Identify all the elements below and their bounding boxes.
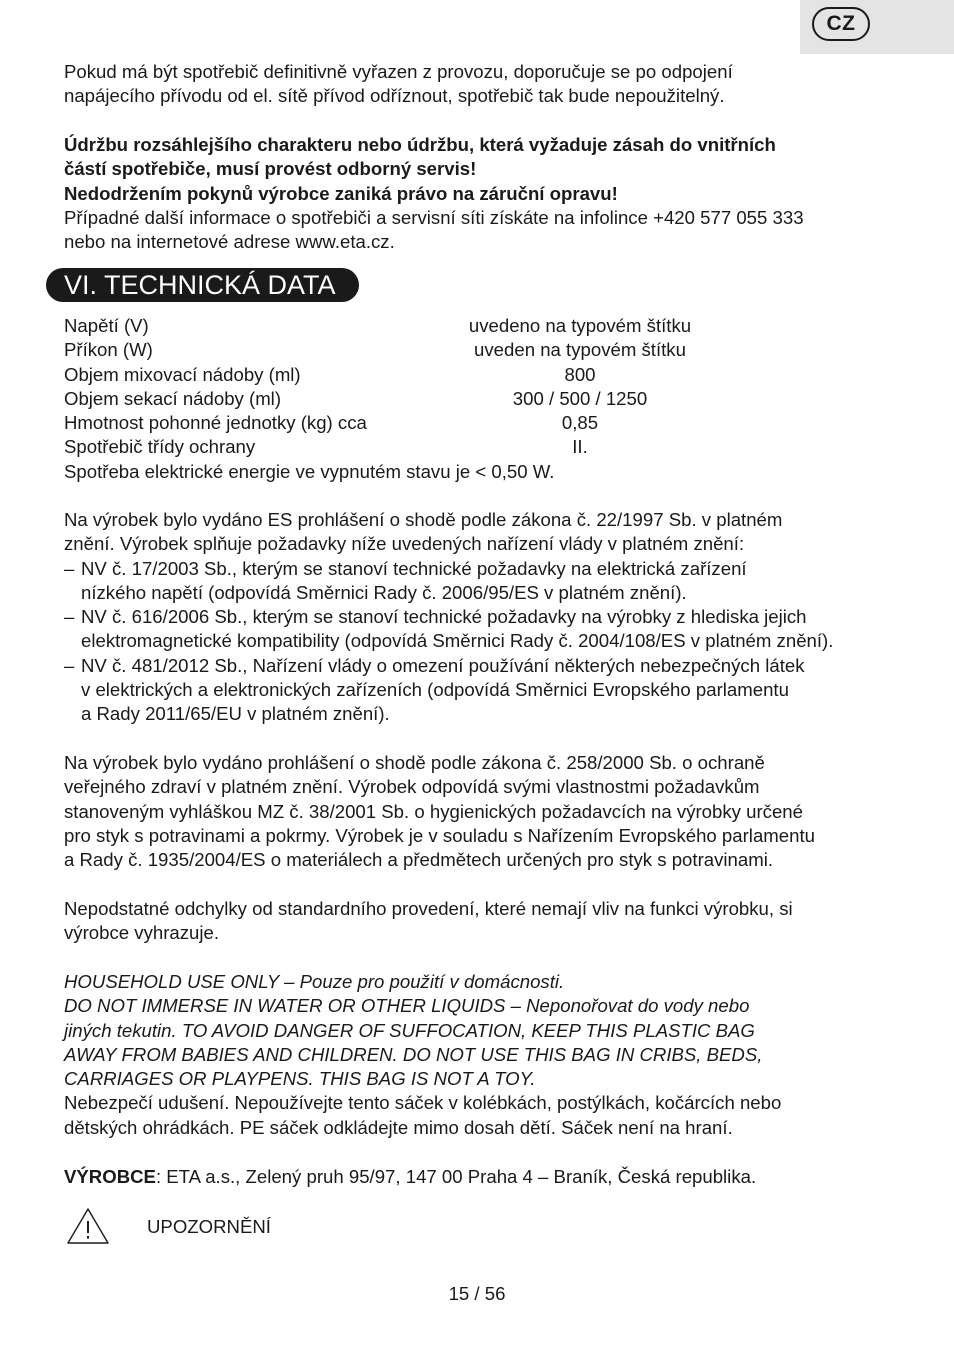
manufacturer bbox=[64, 1165, 894, 1189]
spec-value: 0,85 bbox=[561, 412, 599, 434]
manufacturer-line bbox=[64, 1165, 894, 1189]
safety-warnings bbox=[64, 970, 894, 1140]
bold-text-line: Nedodržením pokynů výrobce zaniká právo na záruční opravu! bbox=[64, 182, 618, 204]
text-line: a Rady 2011/65/EU v platném znění). bbox=[81, 703, 390, 725]
bold-text-line: částí spotřebiče, musí provést odborný servis! bbox=[64, 158, 477, 180]
text-line: a Rady č. 1935/2004/ES o materiálech a předmětech určených pro styk s potravinami. bbox=[64, 849, 773, 871]
caution-label: UPOZORNĚNÍ bbox=[147, 1216, 271, 1237]
text-line: elektromagnetické kompatibility (odpovídá Směrnici Rady č. 2004/108/ES v platném znění). bbox=[81, 630, 834, 652]
text-line: Na výrobek bylo vydáno prohlášení o shodě podle zákona č. 258/2000 Sb. o ochraně bbox=[64, 752, 765, 773]
regulation-item bbox=[64, 654, 894, 727]
text-line: nebo na internetové adrese www.eta.cz. bbox=[64, 231, 395, 253]
text-line: v elektrických a elektronických zařízeních (odpovídá Směrnici Evropského parlamentu bbox=[81, 679, 789, 701]
page-number: 15 / 56 bbox=[448, 1283, 506, 1304]
text-line: znění. Výrobek splňuje požadavky níže uvedených nařízení vlády v platném znění: bbox=[64, 533, 745, 555]
spec-label: Spotřebič třídy ochrany bbox=[64, 436, 256, 458]
text-line: NV č. 616/2006 Sb., kterým se stanoví technické požadavky na výrobky z hlediska jejich bbox=[81, 606, 807, 628]
section-heading: VI. TECHNICKÁ DATA bbox=[46, 268, 359, 302]
bullet-dash: – bbox=[64, 557, 75, 579]
spec-label: Příkon (W) bbox=[64, 339, 153, 361]
spec-row bbox=[64, 411, 894, 435]
spec-row bbox=[64, 338, 894, 362]
manufacturer-label: VÝROBCE bbox=[64, 1166, 156, 1187]
text-line: veřejného zdraví v platném znění. Výrobek odpovídá svými vlastnostmi požadavkům bbox=[64, 776, 760, 798]
italic-text-line: AWAY FROM BABIES AND CHILDREN. DO NOT USE THIS BAG IN CRIBS, BEDS, bbox=[64, 1043, 763, 1065]
language-badge: CZ bbox=[812, 7, 870, 41]
text-line: napájecího přívodu od el. sítě přívod odříznout, spotřebič tak bude nepoužitelný. bbox=[64, 85, 725, 107]
italic-text-line: jiných tekutin. TO AVOID DANGER OF SUFFOCATION, KEEP THIS PLASTIC BAG bbox=[64, 1019, 755, 1041]
spec-value: uveden na typovém štítku bbox=[474, 339, 686, 361]
spec-label: Napětí (V) bbox=[64, 315, 149, 336]
text-line: dětských ohrádkách. PE sáček odkládejte mimo dosah dětí. Sáček není na hraní. bbox=[64, 1116, 733, 1138]
bold-text-line: Údržbu rozsáhlejšího charakteru nebo údržbu, která vyžaduje zásah do vnitřních bbox=[64, 134, 776, 155]
text-line: pro styk s potravinami a pokrmy. Výrobek je v souladu s Nařízením Evropského parlamentu bbox=[64, 824, 815, 846]
text-line: NV č. 17/2003 Sb., kterým se stanoví technické požadavky na elektrická zařízení bbox=[81, 557, 747, 579]
spec-value: uvedeno na typovém štítku bbox=[468, 315, 692, 336]
deviations-paragraph bbox=[64, 897, 894, 946]
spec-row bbox=[64, 363, 894, 387]
spec-label: Objem mixovací nádoby (ml) bbox=[64, 363, 301, 385]
text-line: NV č. 481/2012 Sb., Nařízení vlády o omezení používání některých nebezpečných látek bbox=[81, 654, 805, 676]
text-line: výrobce vyhrazuje. bbox=[64, 922, 220, 944]
spec-row bbox=[64, 435, 894, 459]
health-declaration bbox=[64, 751, 894, 872]
manufacturer-address: : ETA a.s., Zelený pruh 95/97, 147 00 Praha 4 – Braník, Česká republika. bbox=[155, 1166, 757, 1187]
bullet-dash: – bbox=[64, 606, 75, 628]
warning-triangle-icon bbox=[66, 1207, 110, 1245]
text-line: Nepodstatné odchylky od standardního provedení, které nemají vliv na funkci výrobku, si bbox=[64, 898, 793, 919]
standby-note: Spotřeba elektrické energie ve vypnutém stavu je < 0,50 W. bbox=[64, 460, 555, 482]
regulation-item bbox=[64, 605, 894, 654]
spec-label: Objem sekací nádoby (ml) bbox=[64, 387, 282, 409]
text-line: nízkého napětí (odpovídá Směrnici Rady č. 2006/95/ES v platném znění). bbox=[81, 581, 687, 603]
regulation-item bbox=[64, 557, 894, 606]
disposal-paragraph bbox=[64, 60, 894, 109]
service-paragraph bbox=[64, 133, 894, 254]
spec-value: 800 bbox=[564, 363, 596, 385]
italic-text-line: DO NOT IMMERSE IN WATER OR OTHER LIQUIDS – Neponořovat do vody nebo bbox=[64, 995, 750, 1017]
text-line: Nebezpečí udušení. Nepoužívejte tento sáček v kolébkách, postýlkách, kočárcích nebo bbox=[64, 1092, 782, 1114]
text-line: Případné další informace o spotřebiči a servisní síti získáte na infolince +420 577 055 333 bbox=[64, 206, 804, 228]
text-line: Na výrobek bylo vydáno ES prohlášení o shodě podle zákona č. 22/1997 Sb. v platném bbox=[64, 509, 783, 530]
text-line: Pokud má být spotřebič definitivně vyřazen z provozu, doporučuje se po odpojení bbox=[64, 61, 733, 82]
spec-label: Hmotnost pohonné jednotky (kg) cca bbox=[64, 412, 367, 434]
es-declaration bbox=[64, 508, 894, 727]
spec-value: II. bbox=[572, 436, 588, 458]
spec-row bbox=[64, 314, 894, 338]
spec-value: 300 / 500 / 1250 bbox=[512, 387, 648, 409]
technical-specs bbox=[64, 314, 894, 484]
bullet-dash: – bbox=[64, 654, 75, 676]
spec-row bbox=[64, 387, 894, 411]
italic-text-line: HOUSEHOLD USE ONLY – Pouze pro použití v domácnosti. bbox=[64, 971, 565, 992]
text-line: stanoveným vyhláškou MZ č. 38/2001 Sb. o hygienických požadavcích na výrobky určené bbox=[64, 800, 803, 822]
italic-text-line: CARRIAGES OR PLAYPENS. THIS BAG IS NOT A TOY. bbox=[64, 1068, 536, 1090]
